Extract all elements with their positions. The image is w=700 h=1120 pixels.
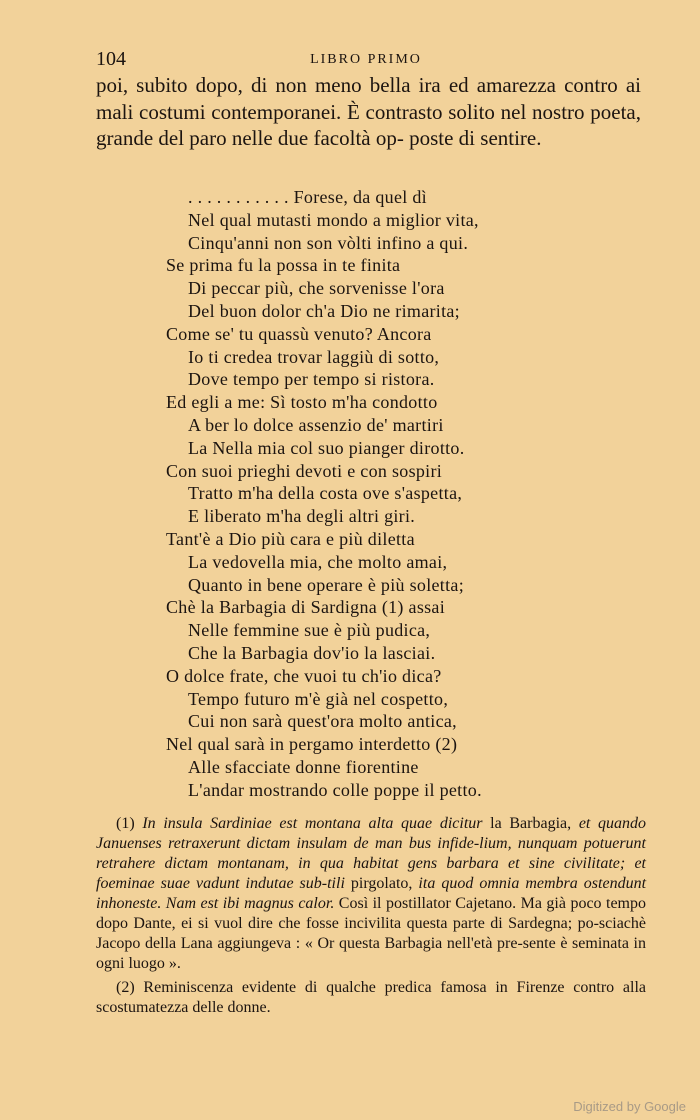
verse-line: Dove tempo per tempo si ristora. (188, 369, 435, 390)
footnote-2 (96, 978, 646, 1018)
intro-line: contro ai mali costumi contemporanei. È contrasto solito (96, 73, 642, 124)
footnote-text: Così il postillator Cajetano. Ma già poco tempo dopo Dante, ei si vuol dire che fosse incivilita questa parte di Sardegna; po-sciachè Jacopo della Lana aggiungeva : « Or questa Barbagia nell'età pre-sente è seminata in ogni luogo ». (96, 895, 647, 972)
verse-line: Io ti credea trovar laggiù di sotto, (188, 346, 440, 367)
footnote-marker: (2) (116, 979, 135, 996)
running-head: LIBRO PRIMO (310, 52, 422, 67)
intro-line: poste di sentire. (409, 126, 542, 150)
digitization-watermark: Digitized by Google (573, 1099, 686, 1114)
verse-line: Alle sfacciate donne fiorentine (188, 756, 419, 777)
intro-line: nel nostro poeta, grande del paro nelle due facoltà op- (96, 99, 641, 150)
footnote-text: pirgolato, (350, 875, 413, 892)
verse-line: Del buon dolor ch'a Dio ne rimarita; (188, 300, 460, 321)
footnote-1 (96, 814, 646, 974)
footnote-latin: In insula Sardiniae est montana alta quae dicitur (142, 815, 483, 832)
verse-line: La Nella mia col suo pianger dirotto. (188, 437, 465, 458)
verse-line: Tempo futuro m'è già nel cospetto, (188, 688, 449, 709)
verse-line: L'andar mostrando colle poppe il petto. (188, 779, 482, 800)
verse-line: La vedovella mia, che molto amai, (188, 551, 448, 572)
footnote-latin: ita quod omnia membra ostendunt inhoneste. Nam est ibi magnus calor. (96, 875, 647, 912)
footnote-latin: et quando Januenses retraxerunt dictam insulam de man bus infide-lium, nunquam potuerunt retrahere dictam montanam, in qua habitat gens barbara et sine civilitate; et foeminae suae vadunt indutae sub-tili (96, 815, 647, 892)
intro-paragraph (96, 72, 641, 152)
page-number: 104 (96, 48, 126, 70)
verse-line: Cinqu'anni non son vòlti infino a qui. (188, 232, 469, 253)
page-header (96, 48, 636, 72)
verse-line: Come se' tu quassù venuto? Ancora (166, 323, 432, 344)
footnote-marker: (1) (116, 815, 135, 832)
verse-line: Cui non sarà quest'ora molto antica, (188, 711, 457, 732)
verse-line: Tratto m'ha della costa ove s'aspetta, (188, 483, 463, 504)
verse-line: Di peccar più, che sorvenisse l'ora (188, 278, 445, 299)
verse-line: O dolce frate, che vuoi tu ch'io dica? (166, 665, 442, 686)
verse-line: Nelle femmine sue è più pudica, (188, 620, 431, 641)
verse-line: Con suoi prieghi devoti e con sospiri (166, 460, 443, 481)
verse-line: Ed egli a me: Sì tosto m'ha condotto (166, 392, 438, 413)
verse-line: Tant'è a Dio più cara e più diletta (166, 528, 415, 549)
verse-line: E liberato m'ha degli altri giri. (188, 506, 416, 527)
verse-block (166, 186, 646, 802)
footnote-text: la Barbagia, (490, 815, 572, 832)
verse-line: Che la Barbagia dov'io la lasciai. (188, 642, 436, 663)
verse-line: . . . . . . . . . . . Forese, da quel dì (188, 187, 427, 207)
verse-line: A ber lo dolce assenzio de' martiri (188, 414, 444, 435)
verse-line: Nel qual mutasti mondo a miglior vita, (188, 209, 479, 230)
intro-line: poi, subito dopo, di non meno bella ira ed amarezza (96, 73, 557, 97)
footnote-text: Reminiscenza evidente di qualche predica famosa in Firenze contro alla scostumatezza delle donne. (96, 979, 647, 1016)
footnotes (96, 814, 646, 1022)
verse-line: Se prima fu la possa in te finita (166, 255, 401, 276)
verse-line: Quanto in bene operare è più soletta; (188, 574, 465, 595)
verse-line: Nel qual sarà in pergamo interdetto (2) (166, 734, 458, 755)
verse-line: Chè la Barbagia di Sardigna (1) assai (166, 597, 446, 618)
